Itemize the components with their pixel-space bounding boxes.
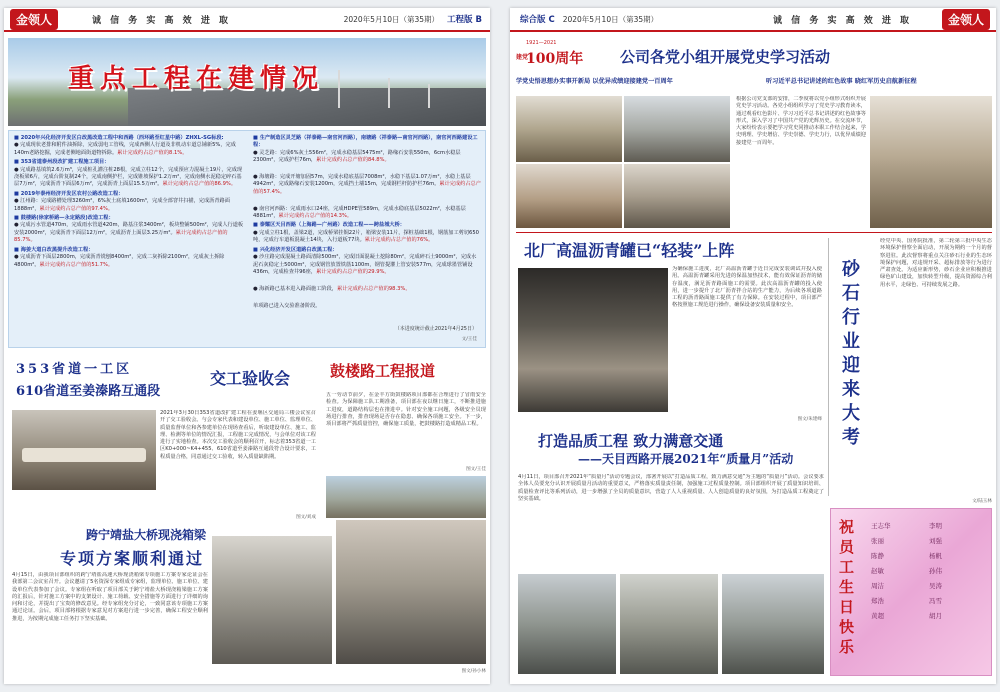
progress-percent: 累计完成约占总产值的98.3%。 xyxy=(337,285,411,292)
acceptance-title-big: 交工验收会 xyxy=(210,369,291,388)
progress-percent: 累计完成约占总产值的29.9%。 xyxy=(316,268,390,275)
progress-percent: 累计完成约占总产值的14.3%。 xyxy=(278,213,353,220)
birthday-name: 冯雪 xyxy=(929,597,942,605)
progress-column-right xyxy=(253,135,481,312)
birthday-name: 李明 xyxy=(929,522,942,530)
divider xyxy=(516,232,992,233)
progress-text: ● 海塘路：完成开塘加固57m，完成水稳底基层7008m²，水稳下基层1.07万m²，水稳上基层4942m²，完成路缘石安装1200m，完成挡土墙15m，完成钢栏杆防护栏76m。 xyxy=(253,174,471,188)
birthday-name: 杨帆 xyxy=(929,552,942,560)
quality-title-box xyxy=(518,430,824,472)
acceptance-title-line1: 353省道一工区 xyxy=(16,362,133,377)
sand-title: 砂石行业迎来大考 xyxy=(842,259,860,448)
anniv-text: 100周年 xyxy=(526,51,584,67)
masthead-right xyxy=(510,8,996,32)
table-graphic xyxy=(22,448,146,462)
progress-percent: 累计完成约占总产值的85.7%。 xyxy=(14,229,228,244)
project-progress-box xyxy=(8,130,486,348)
progress-item xyxy=(253,167,481,197)
banner-title: 重点工程在建情况 xyxy=(68,64,325,94)
progress-percent: 累计完成约占总产值的8.1%。 xyxy=(117,149,188,156)
quality-photo-1 xyxy=(518,574,616,674)
newspaper-logo: 金领人 xyxy=(942,9,990,30)
kuajiang-title-line2: 专项方案顺利通过 xyxy=(60,549,205,568)
credit: 图文/刘成 xyxy=(296,515,316,520)
party-header xyxy=(516,40,992,92)
credit: 文/陆玉林 xyxy=(972,499,992,504)
sand-title-box xyxy=(834,238,876,496)
page-c xyxy=(510,8,996,684)
birthday-name: 胡月 xyxy=(929,612,942,620)
progress-heading: ■ 353省道泰州段改扩建工程施工项目： xyxy=(14,159,110,166)
birthday-name: 郑浩 xyxy=(871,597,884,605)
light-pole-icon xyxy=(338,70,340,108)
meeting-photo-3 xyxy=(336,520,486,664)
progress-text: ● 江州路：完成路槽处理3260m²，6%灰土底填1600m³，完成全部窨井扫描，完成沥青路面1888m²， xyxy=(14,198,230,212)
progress-text: ● 完成沥青下面层2800m，完成沥青铣刨8400m²，完成二灰拆除2100m²，完成灰土拆除4800m²。 xyxy=(14,254,225,268)
issue-date: 2020年5月10日（第35期） xyxy=(562,14,659,24)
progress-text: ● 完成路基填筑2.6万m³，完成桩孔灌注桩28根，完成立柱12个，完成预应力混凝土19片，完成现浇板梁6片，完成台阶复制24个，完成南侧护栏，完成锥坡保护1.2万m²，完成南侧水泥稳定碎石基层7万m²，完成沥青下面层6万m²，完成沥青上面层15.5万m²。 xyxy=(14,166,243,188)
quality-photo-3 xyxy=(722,574,824,674)
birthday-name: 周洁 xyxy=(871,582,884,590)
progress-percent: 累计完成约占总产值的84.8%。 xyxy=(316,157,390,164)
birthday-name: 赵敏 xyxy=(871,567,884,575)
birthday-name: 吴涛 xyxy=(929,582,942,590)
meeting-photo-2 xyxy=(212,536,332,664)
progress-text: ● 海新路已基本进入路面施工阶段， xyxy=(253,285,337,292)
progress-item xyxy=(253,135,481,165)
birthday-name: 刘强 xyxy=(929,537,942,545)
progress-heading: ■ 2019年泰州经济开发区农村公路改造工程： xyxy=(14,190,124,197)
progress-text: ● 南官河西路：完成雨水口24座，完成HDPE管589m，完成水稳底基层5022m²，水稳基层4881m²， xyxy=(253,205,466,220)
progress-text: ● 完成立柱1根，盖梁2道，完成桥梁挂铜22片，箱梁安装11片，探桩基础1根，钢筋加工剪切650吨，完成行车道板混凝土14块，入行道板77块。 xyxy=(253,229,479,244)
progress-item xyxy=(253,247,481,277)
progress-item xyxy=(14,135,244,157)
page-label: 工程版 B xyxy=(447,15,482,25)
anniv-years: 1921—2021 xyxy=(526,40,557,46)
credit: 图文/朱建峰 xyxy=(797,417,822,422)
banner-photo xyxy=(8,38,486,126)
birthday-name: 孙伟 xyxy=(929,567,942,575)
stats-note: （本进度统计截止2021年4月25日） xyxy=(394,325,477,332)
acceptance-body: 2021年3月30日353省道改扩建工程在姜堰区交通局三楼会议室召开了交工验收会。与会专家代表和建设单位、施工单位、监理单位、质量监督单位和各参建单位在现场查看后，听取建设单位、施工、监理、检测等单位的情况汇报，工程施工完成情况，与会单位对该工程进行了实地检查。本次交工验收会的顺利召开，标志着353省道一工区K0+000~K4+455、610省道至姜溱路互通段符合设计要求，工程质量合格，同意通过交工验收，转入质量缺陷期。 xyxy=(160,410,316,460)
quality-photo-2 xyxy=(620,574,718,674)
progress-heading: ■ 2020年兴化经济开发区白改黑改造工程中和西路（西环路至红星中路）ZHXL-SG标段: xyxy=(14,135,224,141)
birthday-name: 黄超 xyxy=(871,612,884,620)
party-photo-3 xyxy=(516,164,622,228)
progress-item xyxy=(14,191,244,213)
quality-title-line2: ——天目西路开展2021年“质量月”活动 xyxy=(578,452,794,466)
progress-heading: ■ 泰耀区天目西路（上海路—广州路）改造工程——跨盐城大桥： xyxy=(253,222,405,229)
asphalt-tank-photo xyxy=(518,268,668,412)
progress-percent: 累计完成约占总产值的51.7%。 xyxy=(39,261,114,268)
progress-heading: ■ 鼓楼路(徐家桥路—永定路段)改造工程： xyxy=(14,215,114,222)
asphalt-body: 为确保施工进度，北厂高温沥青罐于近日完成安装调试并投入使用。高温沥青罐采用先进的保温加热技术，能有效保证沥青的储存温度，满足沥青路面施工的需要。此次高温沥青罐的投入使用，进一步提升了北厂沥青拌合站的生产能力，为后续各项道路工程的沥青路面施工提供了有力保障。在安装过程中，项目部严格按照施工规范进行操作，确保设备安装质量和安全。 xyxy=(672,266,822,309)
progress-item xyxy=(253,295,481,310)
progress-percent: 累计完成约占总产值的86.9%。 xyxy=(162,181,237,188)
progress-text: 单项路已进入交验准备阶段。 xyxy=(253,302,321,309)
column-divider xyxy=(828,238,829,496)
birthday-title: 祝员工生日快乐 xyxy=(839,518,855,656)
progress-heading: ■ 生产制造区灵芝路（祥泰路—南官河西路），南塘路（祥泰路—南官河西路），南官河西路建设工程： xyxy=(253,135,478,149)
newspaper-logo: 金领人 xyxy=(10,9,58,30)
birthday-name: 张丽 xyxy=(871,537,884,545)
kuajiang-body: 4月15日，由我项目部组织的跨宁靖盐高速大桥现浇箱梁专项施工方案专家论证会在我部第二会议室召开。会议邀请了5名资深专家组成专家组，监理单位、施工单位、建设单位代表参加了会议。专家组在听取了项目部关于跨宁靖盐大桥现浇箱梁施工方案的汇报后，针对施工方案中的支架设计、施工荷载、安全措施等方面进行了详细的询问和讨论，并提出了宝贵的修改意见。经专家组充分讨论，一致同意该专项施工方案通过论证。会后，项目部将根据专家意见对方案进行进一步完善，确保工程安全顺利推进，为按期完成施工任务打下坚实基础。 xyxy=(12,572,208,622)
progress-item xyxy=(253,222,481,244)
party-subhead-left: 学党史悟思想办实事开新局 以优异成绩迎接建党一百周年 xyxy=(516,78,673,85)
gulou-title: 鼓楼路工程报道 xyxy=(330,362,436,380)
masthead-left xyxy=(4,8,490,32)
credit: 图文/孙小林 xyxy=(461,669,486,674)
meeting-photo xyxy=(12,410,156,490)
party-headline: 公司各党小组开展党史学习活动 xyxy=(620,48,831,66)
gulou-title-box xyxy=(326,354,486,390)
party-photo-4 xyxy=(624,164,730,228)
birthday-box xyxy=(830,508,992,676)
birthday-name: 陈静 xyxy=(871,552,884,560)
slogan: 诚 信 务 实 高 效 进 取 xyxy=(773,15,912,26)
sand-body: 经党中央、国务院批准，第二轮第三批中央生态环境保护督察全面启动，开展为期约一个月的督察进驻。此次督察将重点关注砂石行业的生态环境保护问题，对违规开采、超标排放等行为进行严肃查处。为适应新形势，砂石企业应积极推进绿色矿山建设，加快转型升级，提高资源综合利用水平，走绿色、可持续发展之路。 xyxy=(880,238,992,288)
progress-heading: ■ 兴化经济开发区道路白改黑工程： xyxy=(253,246,338,253)
progress-text: ● 完成污水管道470m，完成雨水管道420m，路基注浆3400m²，板块整铺500m²，完成人行道板安装2000m²，完成沥青下面层12万m²，完成沥青上面层3.25万m²。 xyxy=(14,222,244,236)
birthday-names xyxy=(871,521,987,620)
progress-heading: ■ 海姜大道白改黑提升改造工程： xyxy=(14,246,94,253)
party-photo-5 xyxy=(870,96,992,228)
progress-text: ● 完成现状老排和附件油拆除，完成弱电工管线，完成西侧人行道及非机动车道总铺新5%，完成140m老路挖掘，完成老侧地面街道物拆除。 xyxy=(14,142,236,156)
asphalt-title: 北厂高温沥青罐已“轻装”上阵 xyxy=(524,241,735,260)
progress-item xyxy=(14,159,244,189)
progress-percent: 累计完成约占总产值的57.4%。 xyxy=(253,181,481,195)
party-photo-2 xyxy=(624,96,730,162)
page-b xyxy=(4,8,490,684)
slogan: 诚 信 务 实 高 效 进 取 xyxy=(92,15,231,26)
party-subhead-right: 听习近平总书记讲述的红色故事 晓红军历史启航新征程 xyxy=(766,78,917,85)
light-pole-icon xyxy=(428,84,430,108)
party-body: 根据公司党支部的安排，二季度将以党小组形式组织开展党史学习活动。各党小组组织学习了党史学习教育读本，通过观看红色影片、学习习近平总书记讲述的红色故事等形式，深入学习了中国共产党的光辉历史。在交流环节，大家纷纷表示要把学习党史同推动本职工作结合起来，学史明理、学史增信、学史崇德、学史力行，以优异成绩迎接建党一百周年。 xyxy=(736,96,866,146)
acceptance-title-line2: 610省道至姜溱路互通段 xyxy=(16,384,161,399)
construction-photo-1 xyxy=(326,476,486,518)
gulou-body: 五一劳动节前夕，在金丰方街鼓楼路项目部都在合理进行了冒雨安全检查。为保障施工队工期准备，项目部在夜以继日施工，不断推进施工进度，道路结构层也在推进中。针对安全施工问题，各级安全员现场进行排查，排查现场是否存在隐患、确保各项施工安全。下一步，项目部将严抓质量管控，确保施工质量，把鼓楼路打造成精品工程。 xyxy=(326,392,486,428)
quality-body: 4月11日，项目部召开2021年“质量月”活动专题会议，部署开展以“打造品质工程，致力满意交通”为主题的“质量月”活动。会议要求全体人员要充分认识开展质量月活动的重要意义，严格落实质量责任制，加强施工过程质量控制。项目部组织开展了质量知识培训、质量检查评比等系列活动，进一步增强了全员的质量意识，营造了人人重视质量、人人创造质量的良好氛围，为打造品质工程奠定了坚实基础。 xyxy=(518,474,824,502)
progress-percent: 累计完成约占总产值的97.4%。 xyxy=(39,205,114,212)
progress-text: ● 灵芝路：完成6%灰土556m²，完成水稳基层5475m²，路缘石安装550m，6cm水稳层2300m²，完成护栏76m， xyxy=(253,149,461,164)
credit: 图文/王佳 xyxy=(466,467,486,472)
progress-item xyxy=(253,198,481,220)
anniv-label: 建党 xyxy=(516,54,529,61)
acceptance-title xyxy=(10,354,320,406)
progress-item xyxy=(14,215,244,245)
light-pole-icon xyxy=(388,78,390,108)
birthday-name: 王志华 xyxy=(871,522,891,530)
progress-column-left xyxy=(14,135,244,271)
progress-text: ● 沙庄路完成混凝土路面清除500m²，完成旧面混凝土挖除80m²，完成碎石土9000m²，完成水泥石灰稳定土5000m²，完成钢管放置铁筋1100m，钢管提灌上管安装577m，完成球墨管铺设436m，完成检查井96座， xyxy=(253,254,477,275)
kuajiang-title-line1: 跨宁靖盐大桥现浇箱梁 xyxy=(86,528,207,542)
progress-item xyxy=(253,278,481,293)
party-photo-1 xyxy=(516,96,622,162)
progress-percent: 累计完成约占总产值的76%。 xyxy=(364,237,434,244)
progress-item xyxy=(14,247,244,269)
credit: 文/王佳 xyxy=(461,336,477,342)
issue-date: 2020年5月10日（第35期） xyxy=(343,14,440,24)
page-label: 综合版 C xyxy=(520,15,555,25)
quality-title-line1: 打造品质工程 致力满意交通 xyxy=(538,432,724,450)
